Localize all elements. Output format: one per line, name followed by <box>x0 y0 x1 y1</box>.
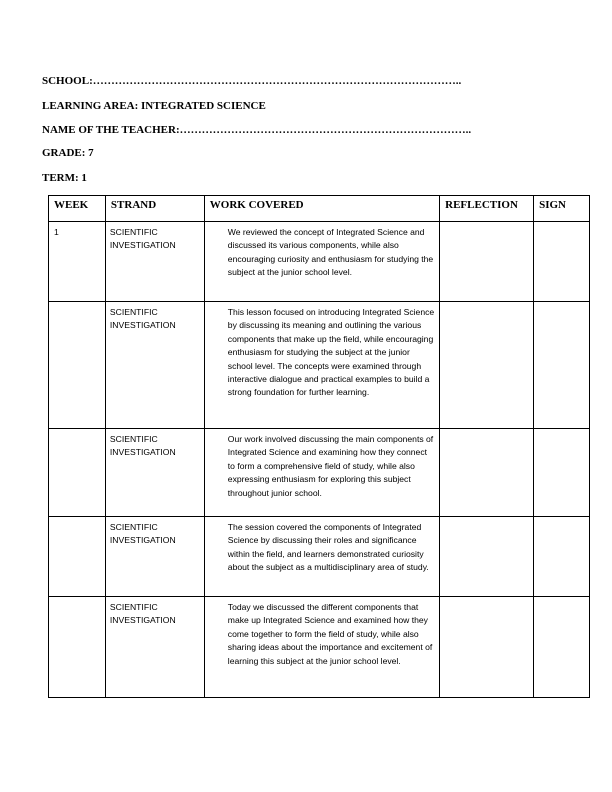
col-strand: STRAND <box>105 196 204 222</box>
reflection-cell <box>440 517 534 597</box>
sign-cell <box>534 597 590 698</box>
sign-cell <box>534 429 590 517</box>
reflection-cell <box>440 302 534 429</box>
learning-area: LEARNING AREA: INTEGRATED SCIENCE <box>42 100 266 112</box>
col-week: WEEK <box>49 196 106 222</box>
work-covered-cell: Today we discussed the different components that make up Integrated Science and examined how they come together to form the field of study, while also sharing ideas about the importance and excitement of learning this subject at the junior school level. <box>204 597 439 698</box>
teacher-name-field: NAME OF THE TEACHER:…………………………………………………………………….. <box>42 124 472 136</box>
week-cell <box>49 429 106 517</box>
work-record-table <box>48 195 590 698</box>
work-covered-cell: We reviewed the concept of Integrated Science and discussed its various components, while also encouraging curiosity and enthusiasm for studying the subject at the junior school level. <box>204 222 439 302</box>
work-covered-cell: The session covered the components of Integrated Science by discussing their roles and significance within the field, and learners demonstrated curiosity about the subject as a multidisciplinary area of study. <box>204 517 439 597</box>
table-row <box>49 429 590 517</box>
reflection-cell <box>440 597 534 698</box>
sign-cell <box>534 517 590 597</box>
sign-cell <box>534 222 590 302</box>
term: TERM: 1 <box>42 172 87 184</box>
sign-cell <box>534 302 590 429</box>
work-covered-cell: This lesson focused on introducing Integrated Science by discussing its meaning and outlining the various components that make up the field, while encouraging enthusiasm for studying the subject at the junior school level. The concepts were examined through interactive dialogue and practical examples to build a strong foundation for further learning. <box>204 302 439 429</box>
school-field: SCHOOL:……………………………………………………………………………………….. <box>42 75 462 87</box>
strand-cell: SCIENTIFIC INVESTIGATION <box>105 429 204 517</box>
strand-cell: SCIENTIFIC INVESTIGATION <box>105 222 204 302</box>
table-row <box>49 597 590 698</box>
reflection-cell <box>440 429 534 517</box>
reflection-cell <box>440 222 534 302</box>
week-cell: 1 <box>49 222 106 302</box>
week-cell <box>49 302 106 429</box>
strand-cell: SCIENTIFIC INVESTIGATION <box>105 302 204 429</box>
week-cell <box>49 517 106 597</box>
table-header-row <box>49 196 590 222</box>
week-cell <box>49 597 106 698</box>
work-covered-cell: Our work involved discussing the main components of Integrated Science and examining how they connect to form a comprehensive field of study, while also expressing enthusiasm for exploring this subject throughout junior school. <box>204 429 439 517</box>
grade: GRADE: 7 <box>42 147 94 159</box>
col-reflection: REFLECTION <box>440 196 534 222</box>
table-row <box>49 222 590 302</box>
table-row <box>49 302 590 429</box>
col-sign: SIGN <box>534 196 590 222</box>
table-row <box>49 517 590 597</box>
strand-cell: SCIENTIFIC INVESTIGATION <box>105 597 204 698</box>
strand-cell: SCIENTIFIC INVESTIGATION <box>105 517 204 597</box>
col-work-covered: WORK COVERED <box>204 196 439 222</box>
